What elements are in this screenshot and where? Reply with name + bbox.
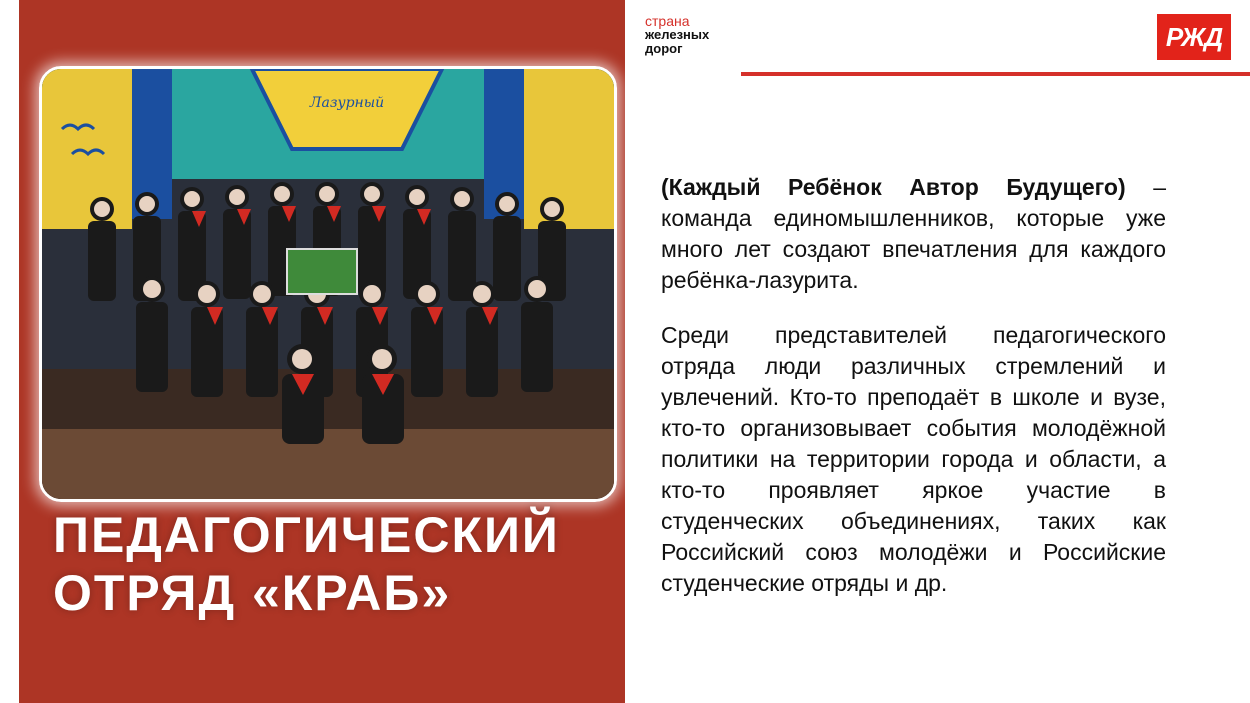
rzd-logo-text: РЖД — [1165, 21, 1223, 52]
brand-line1: страна — [645, 13, 690, 29]
paragraph-1-rest: – команда единомышленников, которые уже много лет создают впечатления для каждого ребёнка-лазурита. — [661, 174, 1166, 293]
paragraph-2: Среди представителей педагогического отряда люди различных стремлений и увлечений. Кто-то преподаёт в школе и вузе, кто-то организовывает события молодёжной политики на территории города и области, а кто-то проявляет яркое участие в студенческих объединениях, таких как Российский союз молодёжи и Российские студенческие отряды и др. — [661, 322, 1166, 596]
panel-title — [53, 506, 613, 622]
left-panel — [19, 0, 625, 703]
header-divider — [741, 72, 1250, 76]
panel-title-line2: ОТРЯД «КРАБ» — [53, 565, 452, 621]
group-photo-illustration — [42, 69, 614, 499]
brand-line2: железных — [645, 27, 710, 42]
group-photo — [39, 66, 617, 502]
paragraph-1-bold: (Каждый Ребёнок Автор Будущего) — [661, 174, 1126, 200]
photo-banner-text: Лазурный — [309, 95, 385, 111]
panel-title-line1: ПЕДАГОГИЧЕСКИЙ — [53, 507, 560, 563]
brand-line3: дорог — [645, 41, 683, 56]
paragraph-1 — [661, 172, 1166, 296]
body-text — [661, 172, 1166, 623]
brand-wordmark — [645, 14, 709, 56]
rzd-logo — [1157, 14, 1231, 60]
